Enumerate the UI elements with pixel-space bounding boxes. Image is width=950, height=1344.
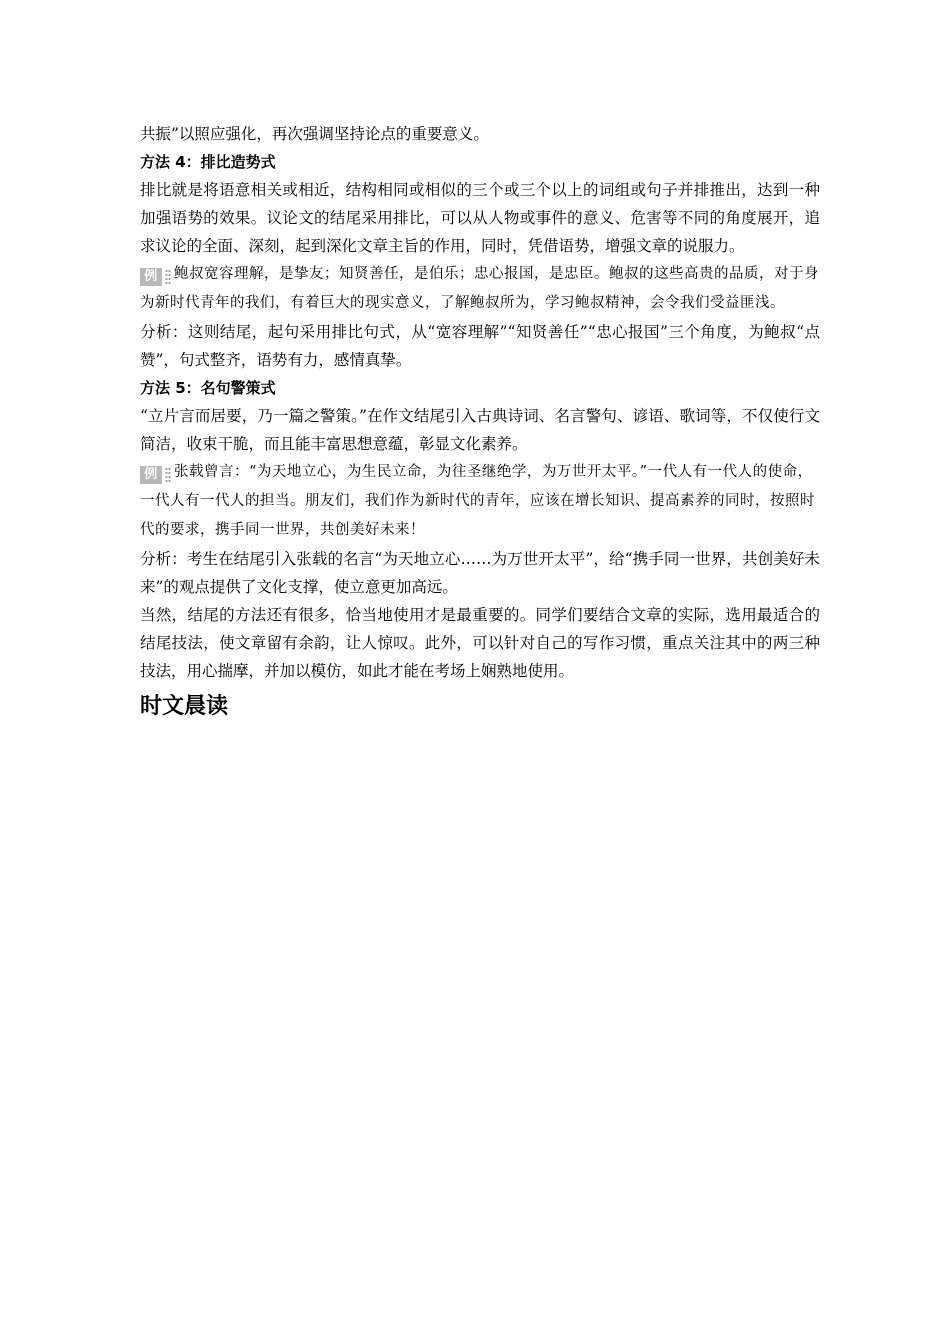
example-badge-icon: [140, 268, 162, 286]
analysis5: 分析：考生在结尾引入张载的名言“为天地立心……为万世开太平”，给“携手同一世界，共创美好未来”的观点提供了文化支撑，使立意更加高远。: [140, 550, 820, 596]
example5-badge-label: 例: [144, 467, 158, 482]
conclusion: 当然，结尾的方法还有很多，恰当地使用才是最重要的。同学们要结合文章的实际，选用最适合的结尾技法，使文章留有余韵，让人惊叹。此外，可以针对自己的写作习惯，重点关注其中的两三种技法，用心揣摩，并加以模仿，如此才能在考场上娴熟地使用。: [140, 606, 820, 680]
method4-heading: 方法 4：排比造势式: [140, 153, 276, 171]
method5-body: “立片言而居要，乃一篇之警策。”在作文结尾引入古典诗词、名言警句、谚语、歌词等，不仅使行文简洁，收束干脆，而且能丰富思想意蕴，彰显文化素养。: [140, 407, 820, 453]
document-page: [140, 120, 820, 725]
example-badge-icon: [140, 466, 162, 484]
method4-body: 排比就是将语意相关或相近，结构相同或相似的三个或三个以上的词组或句子并排推出，达到一种加强语势的效果。议论文的结尾采用排比，可以从人物或事件的意义、危害等不同的角度展开，追求议论的全面、深刻，起到深化文章主旨的作用，同时，凭借语势，增强文章的说服力。: [140, 181, 820, 255]
dots-decoration-icon: [165, 269, 171, 285]
example5-block: [140, 458, 820, 545]
section-heading: 时文晨读: [140, 694, 229, 719]
example5-text: 张载曾言：“为天地立心，为生民立命，为往圣继绝学，为万世开太平。”一代人有一代人的使命，一代人有一代人的担当。朋友们，我们作为新时代的青年，应该在增长知识、提高素养的同时，按照时代的要求，携手同一世界，共创美好未来！: [140, 464, 815, 538]
example4-text: 鲍叔宽容理解，是挚友；知贤善任，是伯乐；忠心报国，是忠臣。鲍叔的这些高贵的品质，对于身为新时代青年的我们，有着巨大的现实意义，了解鲍叔所为，学习鲍叔精神，会令我们受益匪浅。: [140, 266, 819, 311]
dots-decoration-icon: [165, 467, 171, 483]
paragraph-intro: 共振”以照应强化，再次强调坚持论点的重要意义。: [140, 125, 489, 143]
example4-badge-label: 例: [144, 269, 158, 284]
example4-block: [140, 260, 820, 318]
method5-heading: 方法 5：名句警策式: [140, 379, 276, 397]
analysis4: 分析：这则结尾，起句采用排比句式，从“宽容理解”“知贤善任”“忠心报国”三个角度，为鲍叔“点赞”，句式整齐，语势有力，感情真挚。: [140, 323, 820, 369]
